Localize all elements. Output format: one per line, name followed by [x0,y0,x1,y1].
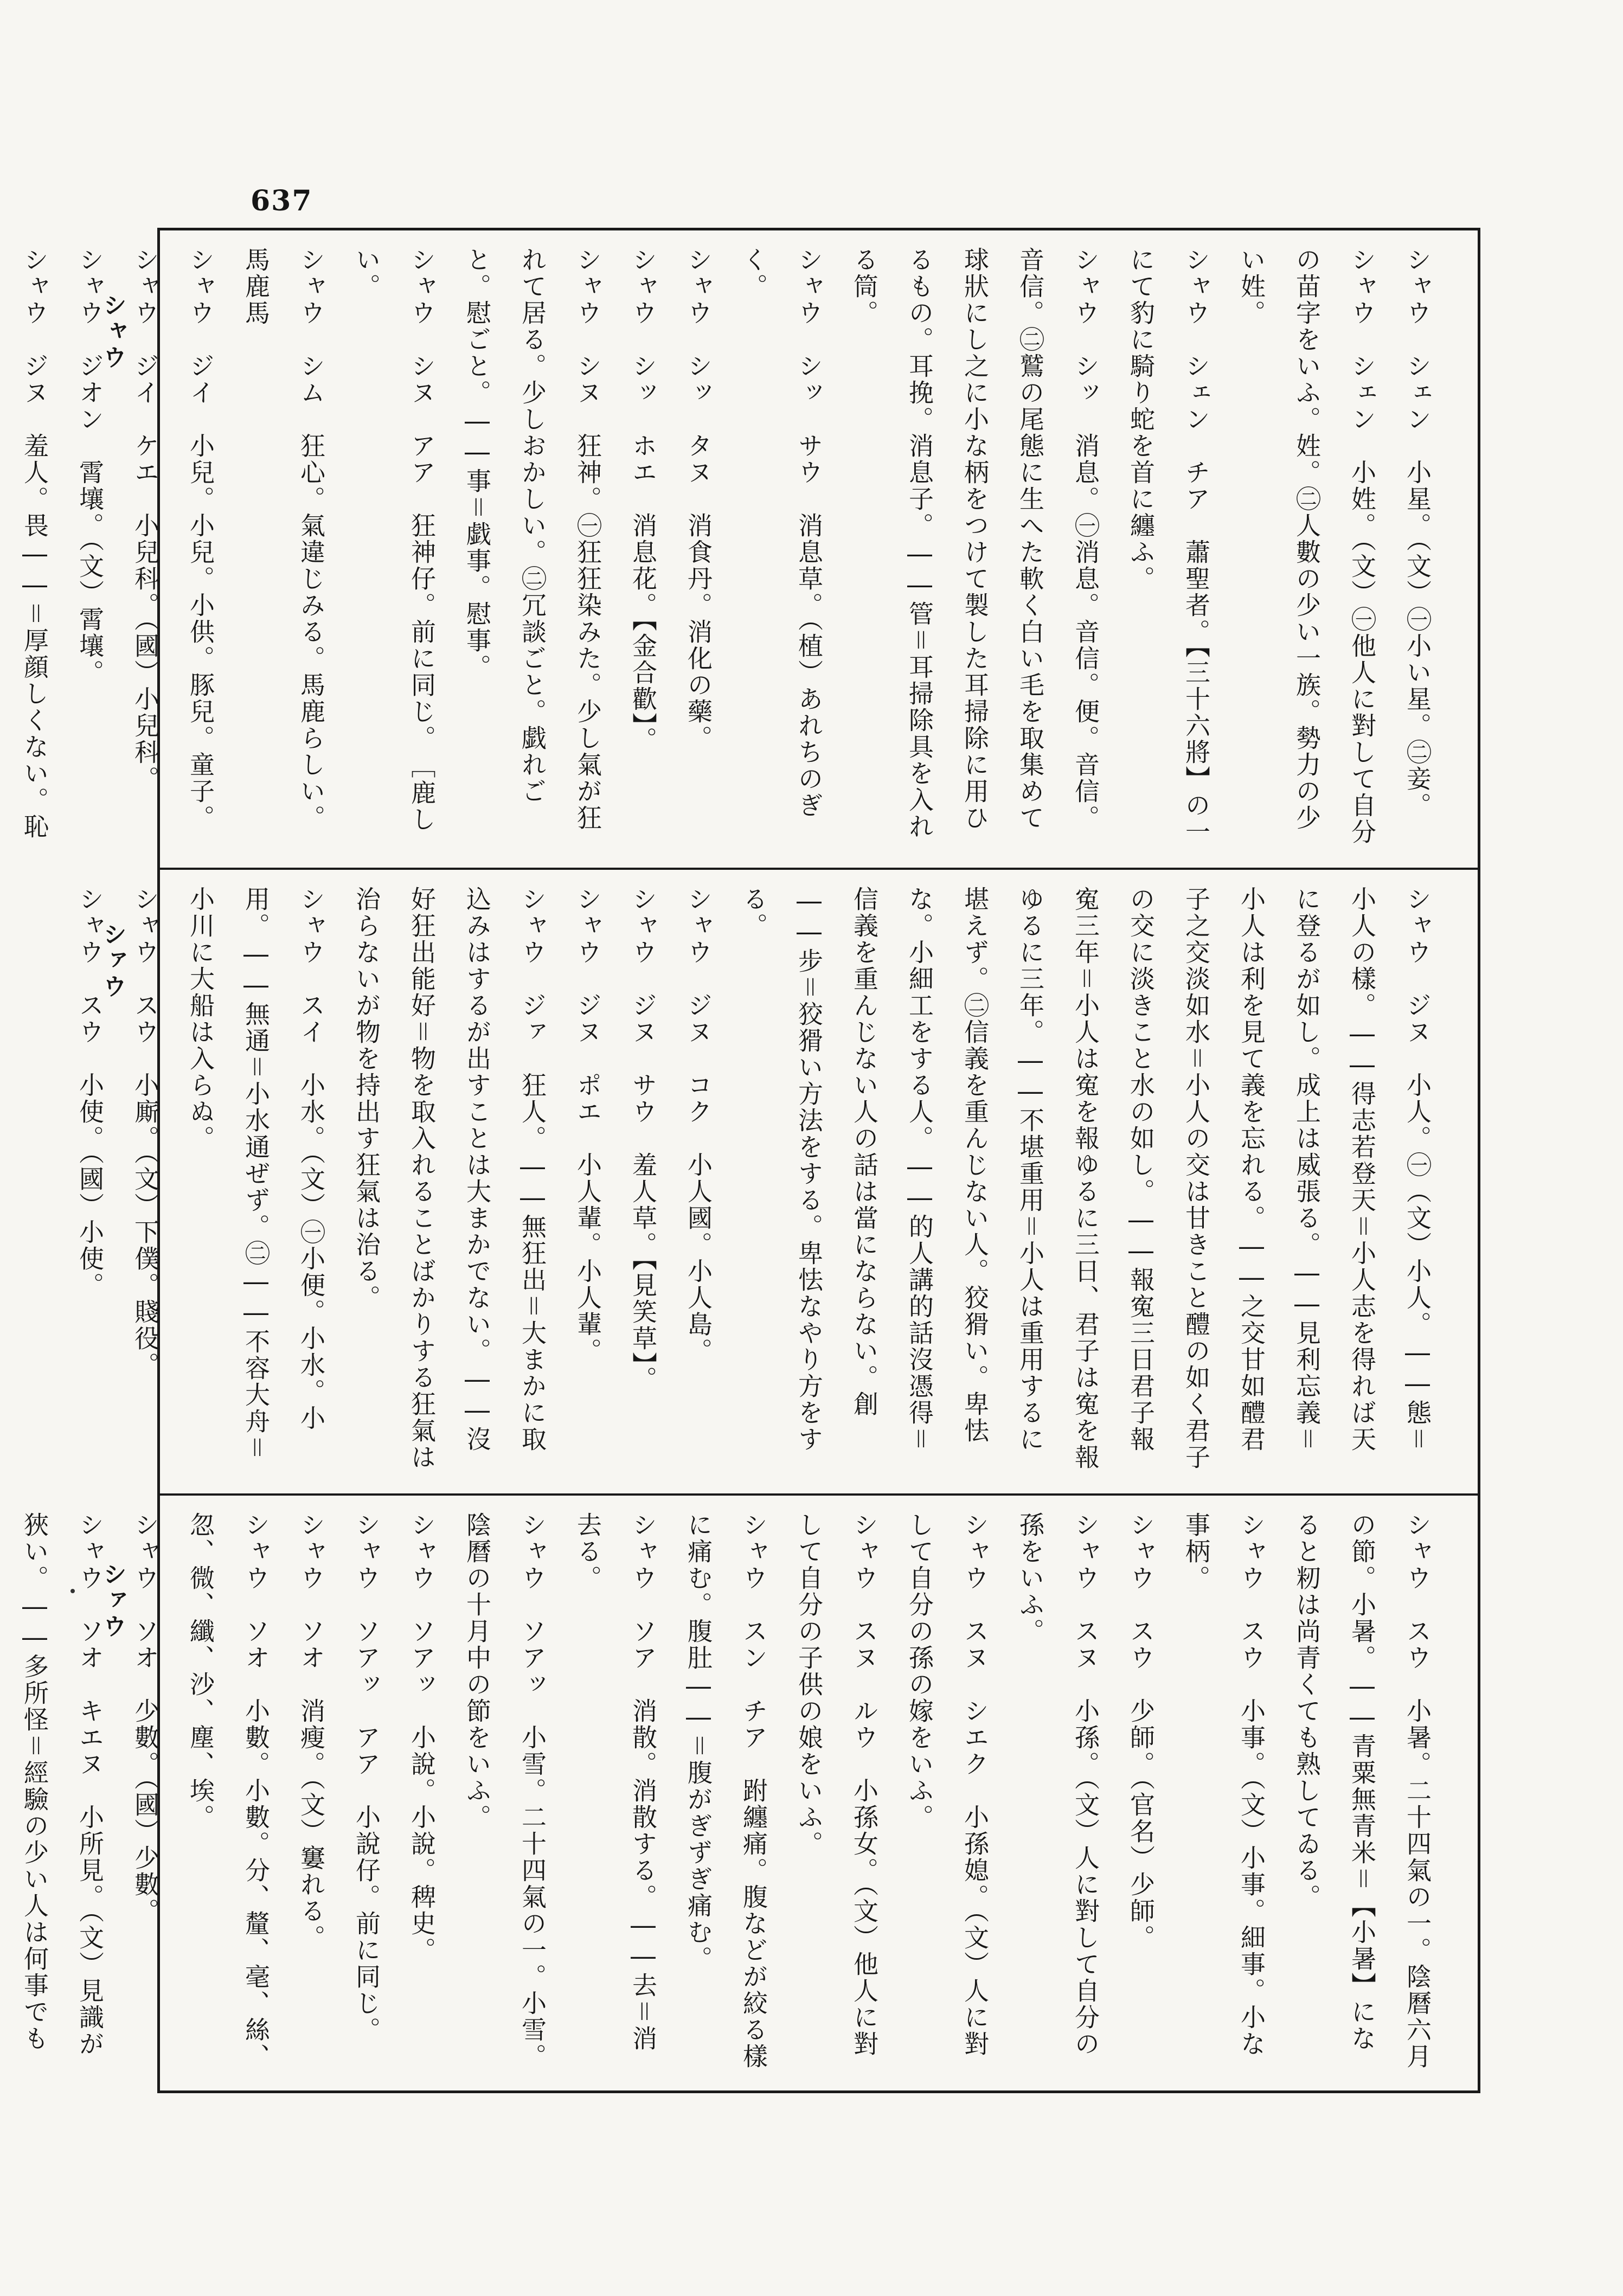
entry: シャウ ジイ 小兒。小兒。小供。豚兒。童子。 [186,247,215,831]
side-label-middle: シァウ [99,922,126,1000]
entry: シャウ ソオ 消瘦。（文）窶れる。 [297,1512,326,1951]
entry: シャウ ジヌ ポエ 小人輩。小人輩。 [573,886,602,1364]
entry: シャウ シッ サウ 消息草。（植）あれちのぎく。 [739,247,824,819]
entry: シャウ シッ 消息。㊀消息。音信。便。音信。音信。㊁鷲の尾態に生へた軟く白い毛を取集めて球狀にし之に小な柄をつけて製した耳掃除に用ひるもの。耳挽。消息子。――管＝耳掃除具を入れる筒。 [850,247,1100,840]
entry: シャウ ソア 消散。消散する。――去＝消去る。 [573,1512,658,2052]
entry: シャウ スウ 小暑。二十四氣の一。陰曆六月の節。小暑。――青粟無青米＝【小暑】になると籾は尚青くても熟してゐる。 [1292,1512,1432,2070]
entry: シャウ スヌ 小孫。（文）人に對して自分の孫をいふ。 [1016,1512,1100,2057]
side-label-top: シャウ [99,293,126,371]
entry: シャウ ソオ 少數。（國）少數。 [131,1512,160,1925]
entry: シャウ ジヌ 羞人。畏――＝厚顔しくない。恥 [20,247,49,840]
entry: シャウ シェン 小星。（文）㊀小い星。㊁妾。 [1403,247,1432,819]
entry: シャウ スウ 小使。（國）小使。 [75,886,105,1299]
entry: シャウ ソオ 小數。小數。分、釐、毫、絲、忽、微、纖、沙、塵、埃。 [186,1512,271,2070]
entry: シャウ スン チア 跗纏痛。腹などが絞る樣に痛む。腹肚――＝腹がぎずぎ痛む。 [684,1512,768,2070]
entry: シャウ ソオ キエヌ 小所見。（文）見識が狹い。――多所怪＝經驗の少い人は何事でも [20,1512,105,2057]
section-top [20,230,1478,868]
entry: シャウ スイ 小水。（文）㊀小便。小水。小用。――無通＝小水通ぜず。㊁――不容大舟＝小川に大船は入らぬ。 [186,886,326,1461]
entry: シャウ ジイ ケエ 小兒科。（國）小兒科。 [131,247,160,792]
entry: シャウ ソアッ アア 小說仔。前に同じ。 [352,1512,381,2043]
side-label-bottom: シァウ [99,1562,126,1640]
entry: シャウ ジァ 狂人。――無狂出＝大まかに取込みはするが出すことは大まかでない。――沒好狂出能好＝物を取入れることばかりする狂氣は治らないが物を持出す狂氣は治る。 [352,886,547,1471]
entry: シャウ ソアッ 小雪。二十四氣の一。小雪。陰曆の十月中の節をいふ。 [463,1512,547,2070]
entry: シャウ スヌ ルウ 小孫女。（文）他人に對して自分の子供の娘をいふ。 [794,1512,879,2057]
entry: シャウ ジヌ 小人。㊀（文）小人。――態＝小人の樣。――得志若登天＝小人志を得れば天に登るが如し。成上は威張る。――見利忘義＝小人は利を見て義を忘れる。――之交甘如醴君子之交淡如水＝小人の交は甘きこと醴の如く君子の交に淡きこと水の如し。――報寃三日君子報寃三年＝小人は寃を報ゆるに三日、君子は寃を報ゆるに三年。――不堪重用＝小人は重用するに堪えず。㊁信義を重んじない人。狡猾い。卑怯な。小細工をする人。――的人講的話沒憑得＝信義を重んじない人の話は當にならない。創――步＝狡猾い方法をする。卑怯なやり方をする。 [739,886,1432,1471]
entry: シャウ シェン チア 蕭聖者。【三十六將】の一にて豹に騎り蛇を首に纏ふ。 [1126,247,1211,845]
entry: シャウ ジオン 霄壤。（文）霄壤。 [75,247,105,686]
entry: シャウ シヌ アア 狂神仔。前に同じ。 ［鹿しい。 [352,247,437,833]
entry: シャウ ジヌ コク 小人國。小人島。 [684,886,713,1364]
entry: シャウ シヌ 狂神。㊀狂狂染みた。少し氣が狂れて居る。少しおかしい。㊁冗談ごと。戯れごと。慰ごと。――事＝戯事。慰事。 [463,247,602,831]
entry: シャウ スウ 少師。（官名）少師。 [1126,1512,1156,1951]
entry: シャウ シッ タヌ 消食丹。消化の藥。 [684,247,713,752]
entry: シャウ スヌ シエク 小孫媳。（文）人に對して自分の孫の嫁をいふ。 [905,1512,990,2057]
entry: シャウ ジヌ サウ 羞人草。【見笑草】。 [628,886,658,1393]
entry: シャウ スウ 小事。（文）小事。細事。小な事柄。 [1182,1512,1266,2057]
entry: シャウ ソアッ 小說。小說。稗史。 [407,1512,437,1964]
entry: シャウ シェン 小姓。（文）㊀他人に對して自分の苗字をいふ。姓。㊁人數の少い一族。勢力の少い姓。 [1237,247,1377,845]
entry: シャウ シッ ホエ 消息花。【金合歡】。 [628,247,658,753]
page-number: 637 [251,184,313,217]
entry: シャウ スウ 小廝。（文）下僕。賤役。 [131,886,160,1378]
entry: シャウ シム 狂心。氣違じみる。馬鹿らしい。馬鹿馬 [241,247,326,831]
